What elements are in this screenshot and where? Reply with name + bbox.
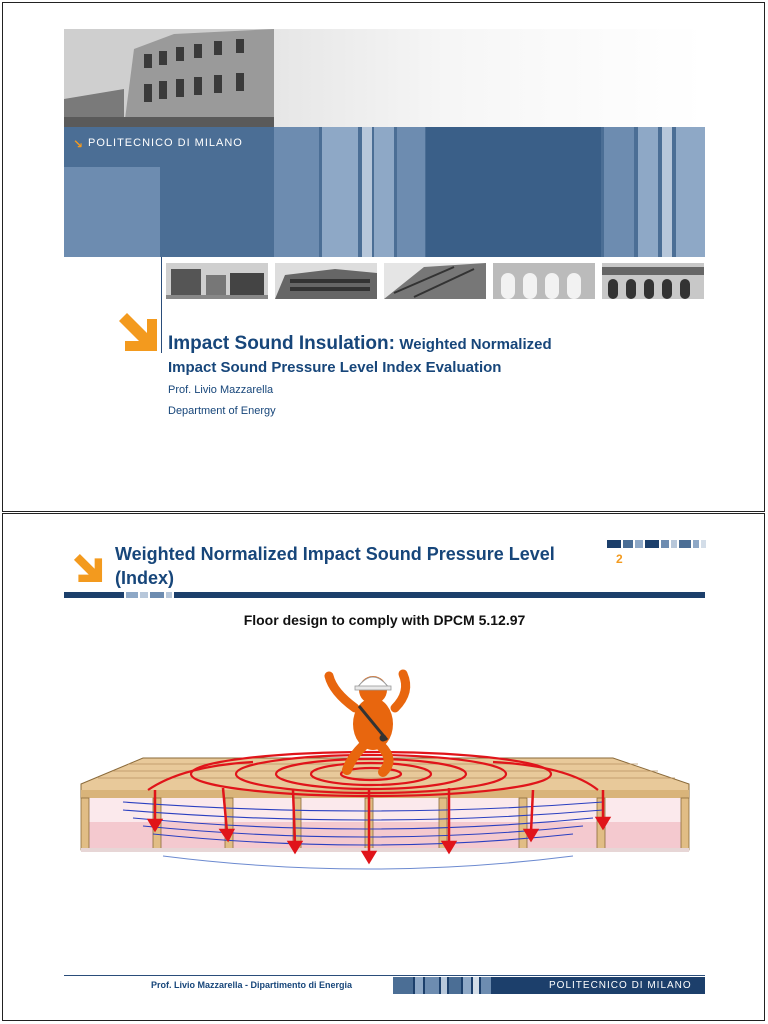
jumping-worker-figure [329,674,406,772]
slide-subtitle: Floor design to comply with DPCM 5.12.97 [243,612,526,628]
author: Prof. Livio Mazzarella [168,384,274,396]
title-main: Impact Sound Insulation: [168,333,395,354]
decor-block [64,167,160,257]
footer-author: Prof. Livio Mazzarella - Dipartimento di Energia [151,980,353,990]
campus-photo-1 [166,263,268,299]
campus-photo-2 [275,263,377,299]
divider-line [161,257,162,353]
title-underline [64,592,705,598]
campus-photo-5 [602,263,704,299]
title-line2: Impact Sound Pressure Level Index Evaluation [168,359,502,376]
content-slide [2,513,765,1021]
campus-photo-4 [493,263,595,299]
department: Department of Energy [168,405,276,417]
brand-arrow-icon: ↘ [73,137,84,151]
footer-rule [64,975,705,976]
building-photo [64,29,274,127]
title-sub: Weighted Normalized [399,336,552,353]
orange-arrow-icon [115,309,161,360]
orange-arrow-icon [71,551,105,590]
floor-impact-illustration [3,662,765,887]
header-pattern [607,540,706,548]
slide-title [168,333,552,355]
slide-title: Weighted Normalized Impact Sound Pressure Level (Index) [115,544,555,588]
brand-name: POLITECNICO DI MILANO [88,137,243,149]
photo-fade [274,29,705,127]
footer-brand-name: POLITECNICO DI MILANO [549,980,692,991]
title-slide [2,2,765,512]
campus-photo-3 [384,263,486,299]
page-number: 2 [616,552,623,566]
